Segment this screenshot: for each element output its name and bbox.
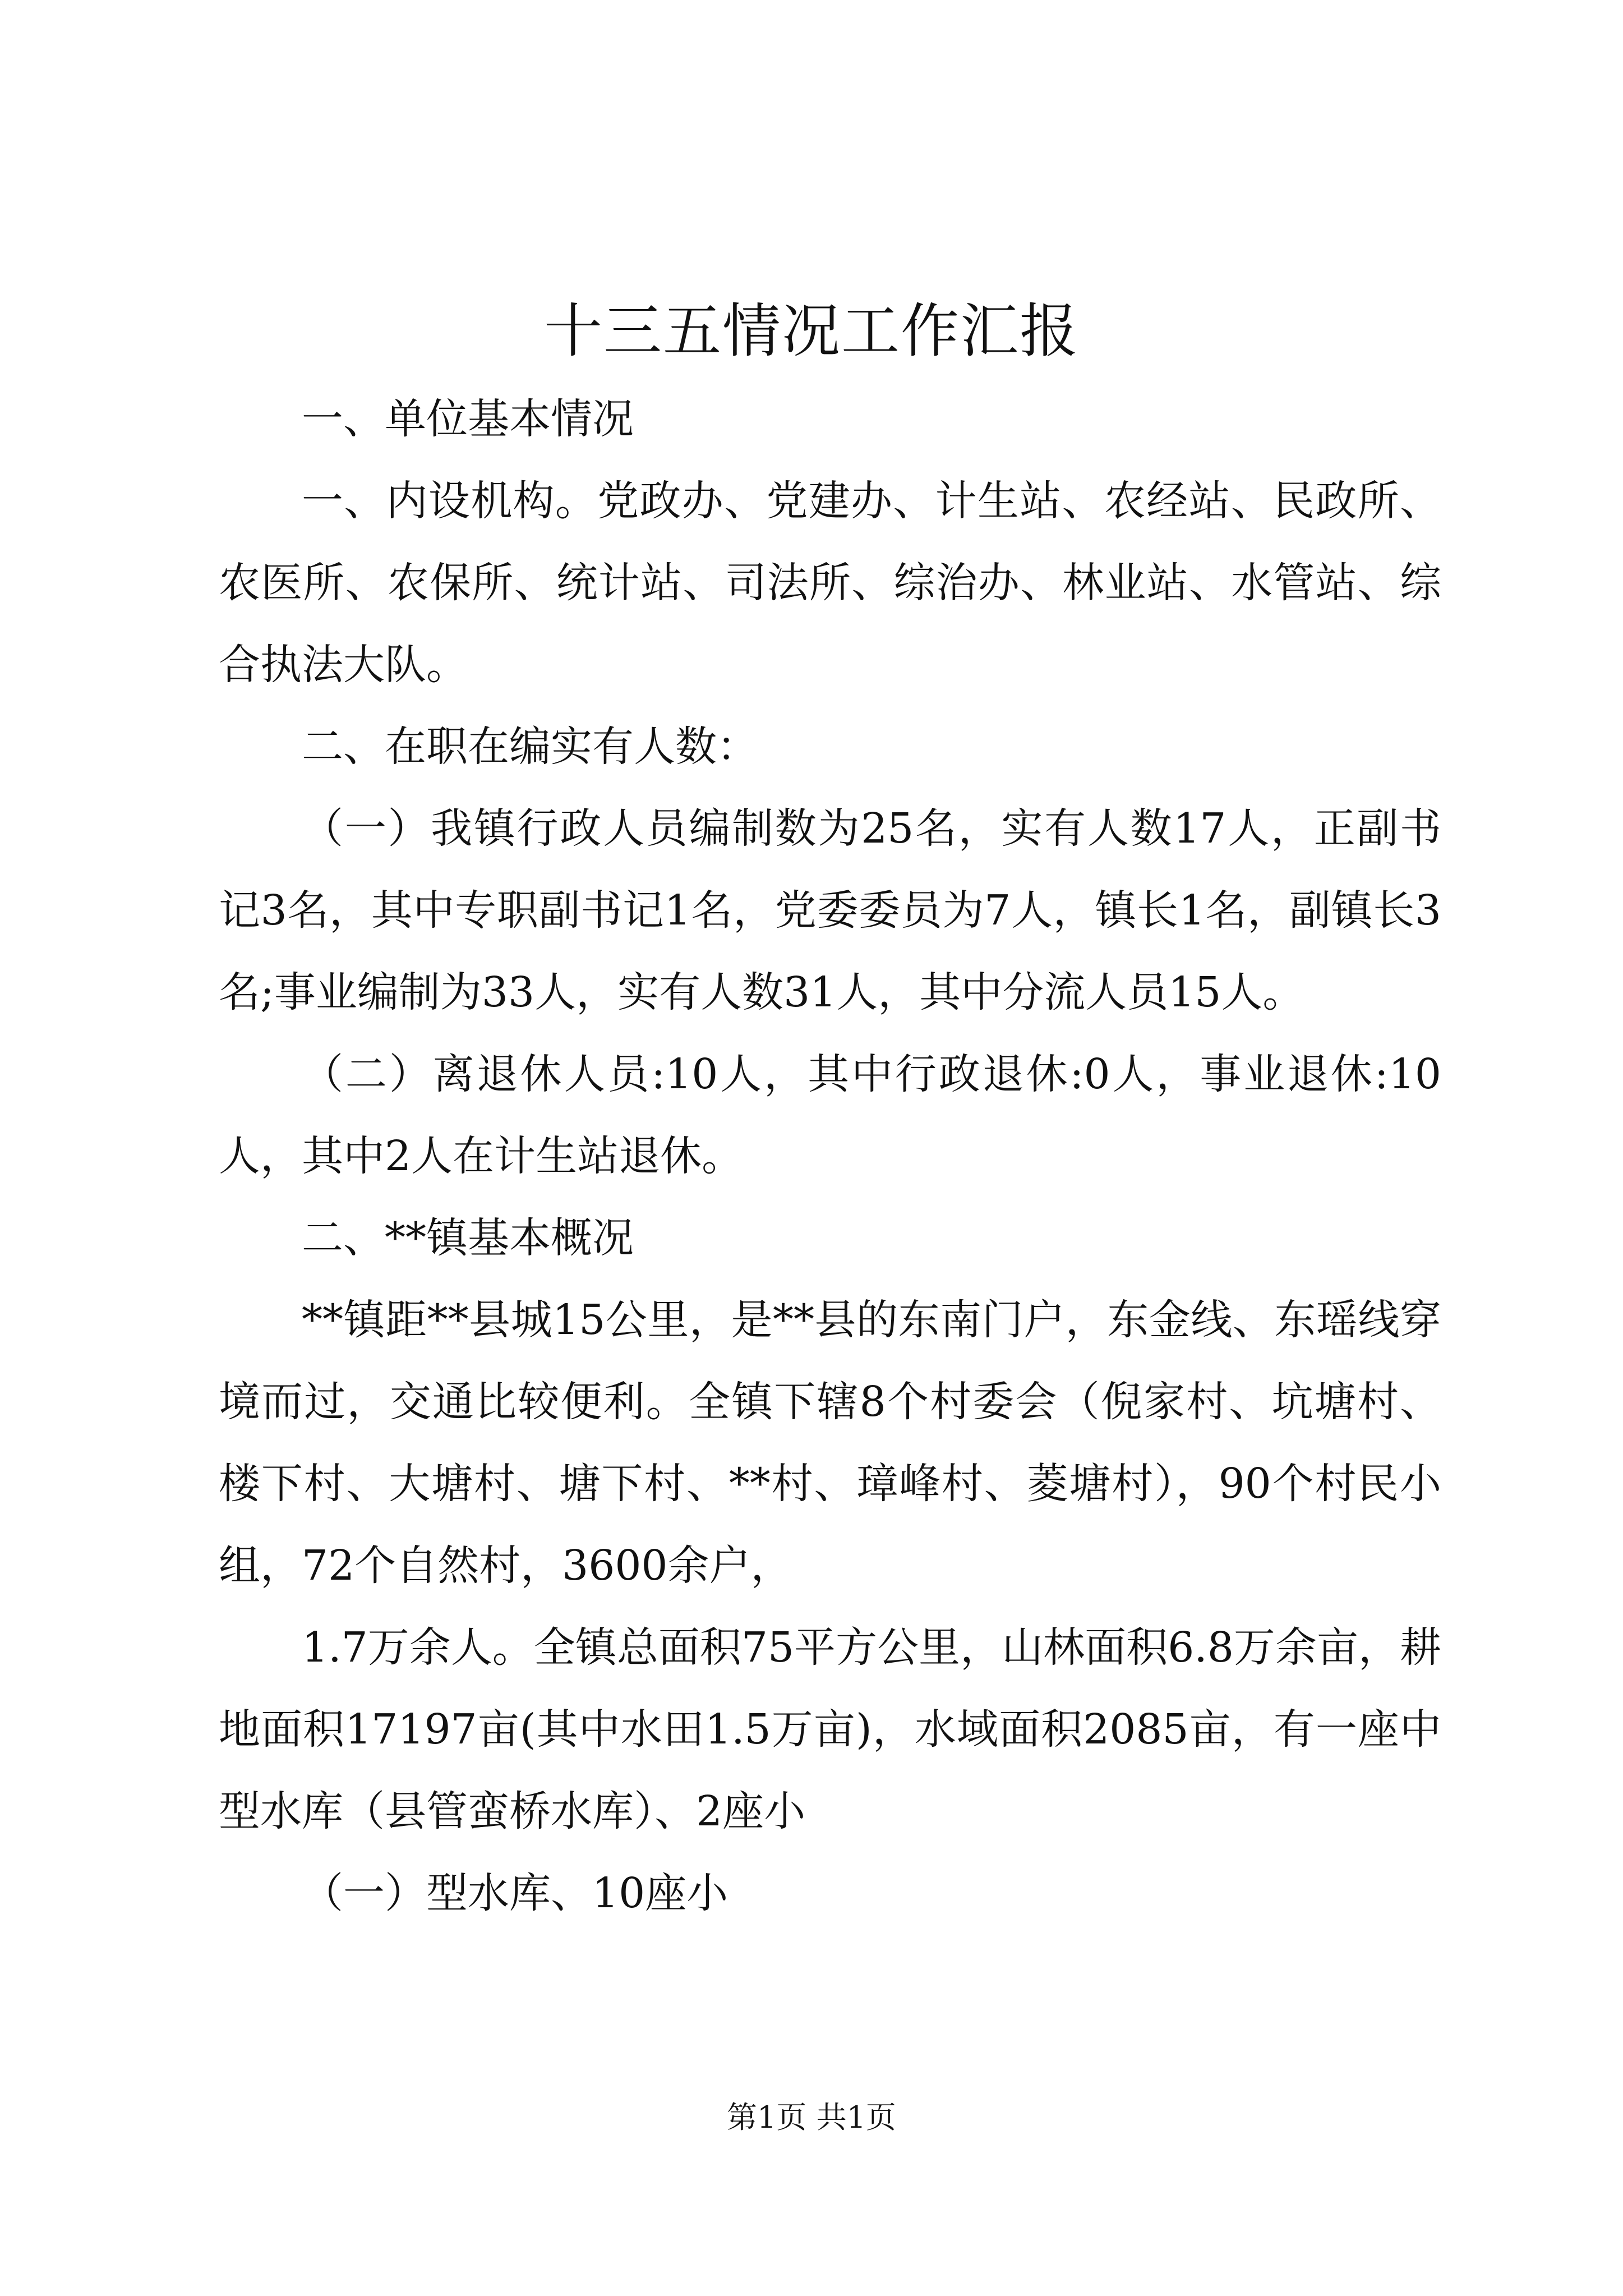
paragraph-staff-heading: 二、在职在编实有人数： bbox=[302, 723, 758, 771]
page-footer: 第1页 共1页 bbox=[727, 2100, 896, 2135]
paragraph-town-area: 1.7万余人。全镇总面积75平方公里，山林面积6.8万余亩，耕地面积17197亩(其中水田1.5万亩)，水域面积2085亩，有一座中型水库（县管蛮桥水库）、2座小 bbox=[219, 1623, 1441, 1835]
paragraph-internal-departments: 一、内设机构。党政办、党建办、计生站、农经站、民政所、农医所、农保所、统计站、司法所、综治办、林业站、水管站、综合执法大队。 bbox=[219, 477, 1441, 689]
section-heading-unit-basics: 一、单位基本情况 bbox=[302, 395, 634, 443]
paragraph-admin-staff: （一）我镇行政人员编制数为25名，实有人数17人，正副书记3名，其中专职副书记1名，党委委员为7人，镇长1名，副镇长3名;事业编制为33人，实有人数31人，其中分流人员15人。 bbox=[219, 804, 1441, 1016]
document-body bbox=[219, 378, 1441, 1934]
document-title: 十三五情况工作汇报 bbox=[543, 297, 1079, 365]
paragraph-town-location: **镇距**县城15公里，是**县的东南门户，东金线、东瑶线穿境而过，交通比较便利。全镇下辖8个村委会（倪家村、坑塘村、楼下村、大塘村、塘下村、**村、璋峰村、菱塘村），90个村民小组，72个自然村，3600余户， bbox=[219, 1296, 1441, 1590]
paragraph-reservoirs: （一）型水库、10座小 bbox=[302, 1869, 728, 1917]
paragraph-retired-staff: （二）离退休人员:10人，其中行政退休:0人，事业退休:10人，其中2人在计生站退休。 bbox=[219, 1050, 1441, 1180]
section-heading-town-overview: 二、**镇基本概况 bbox=[302, 1214, 634, 1262]
